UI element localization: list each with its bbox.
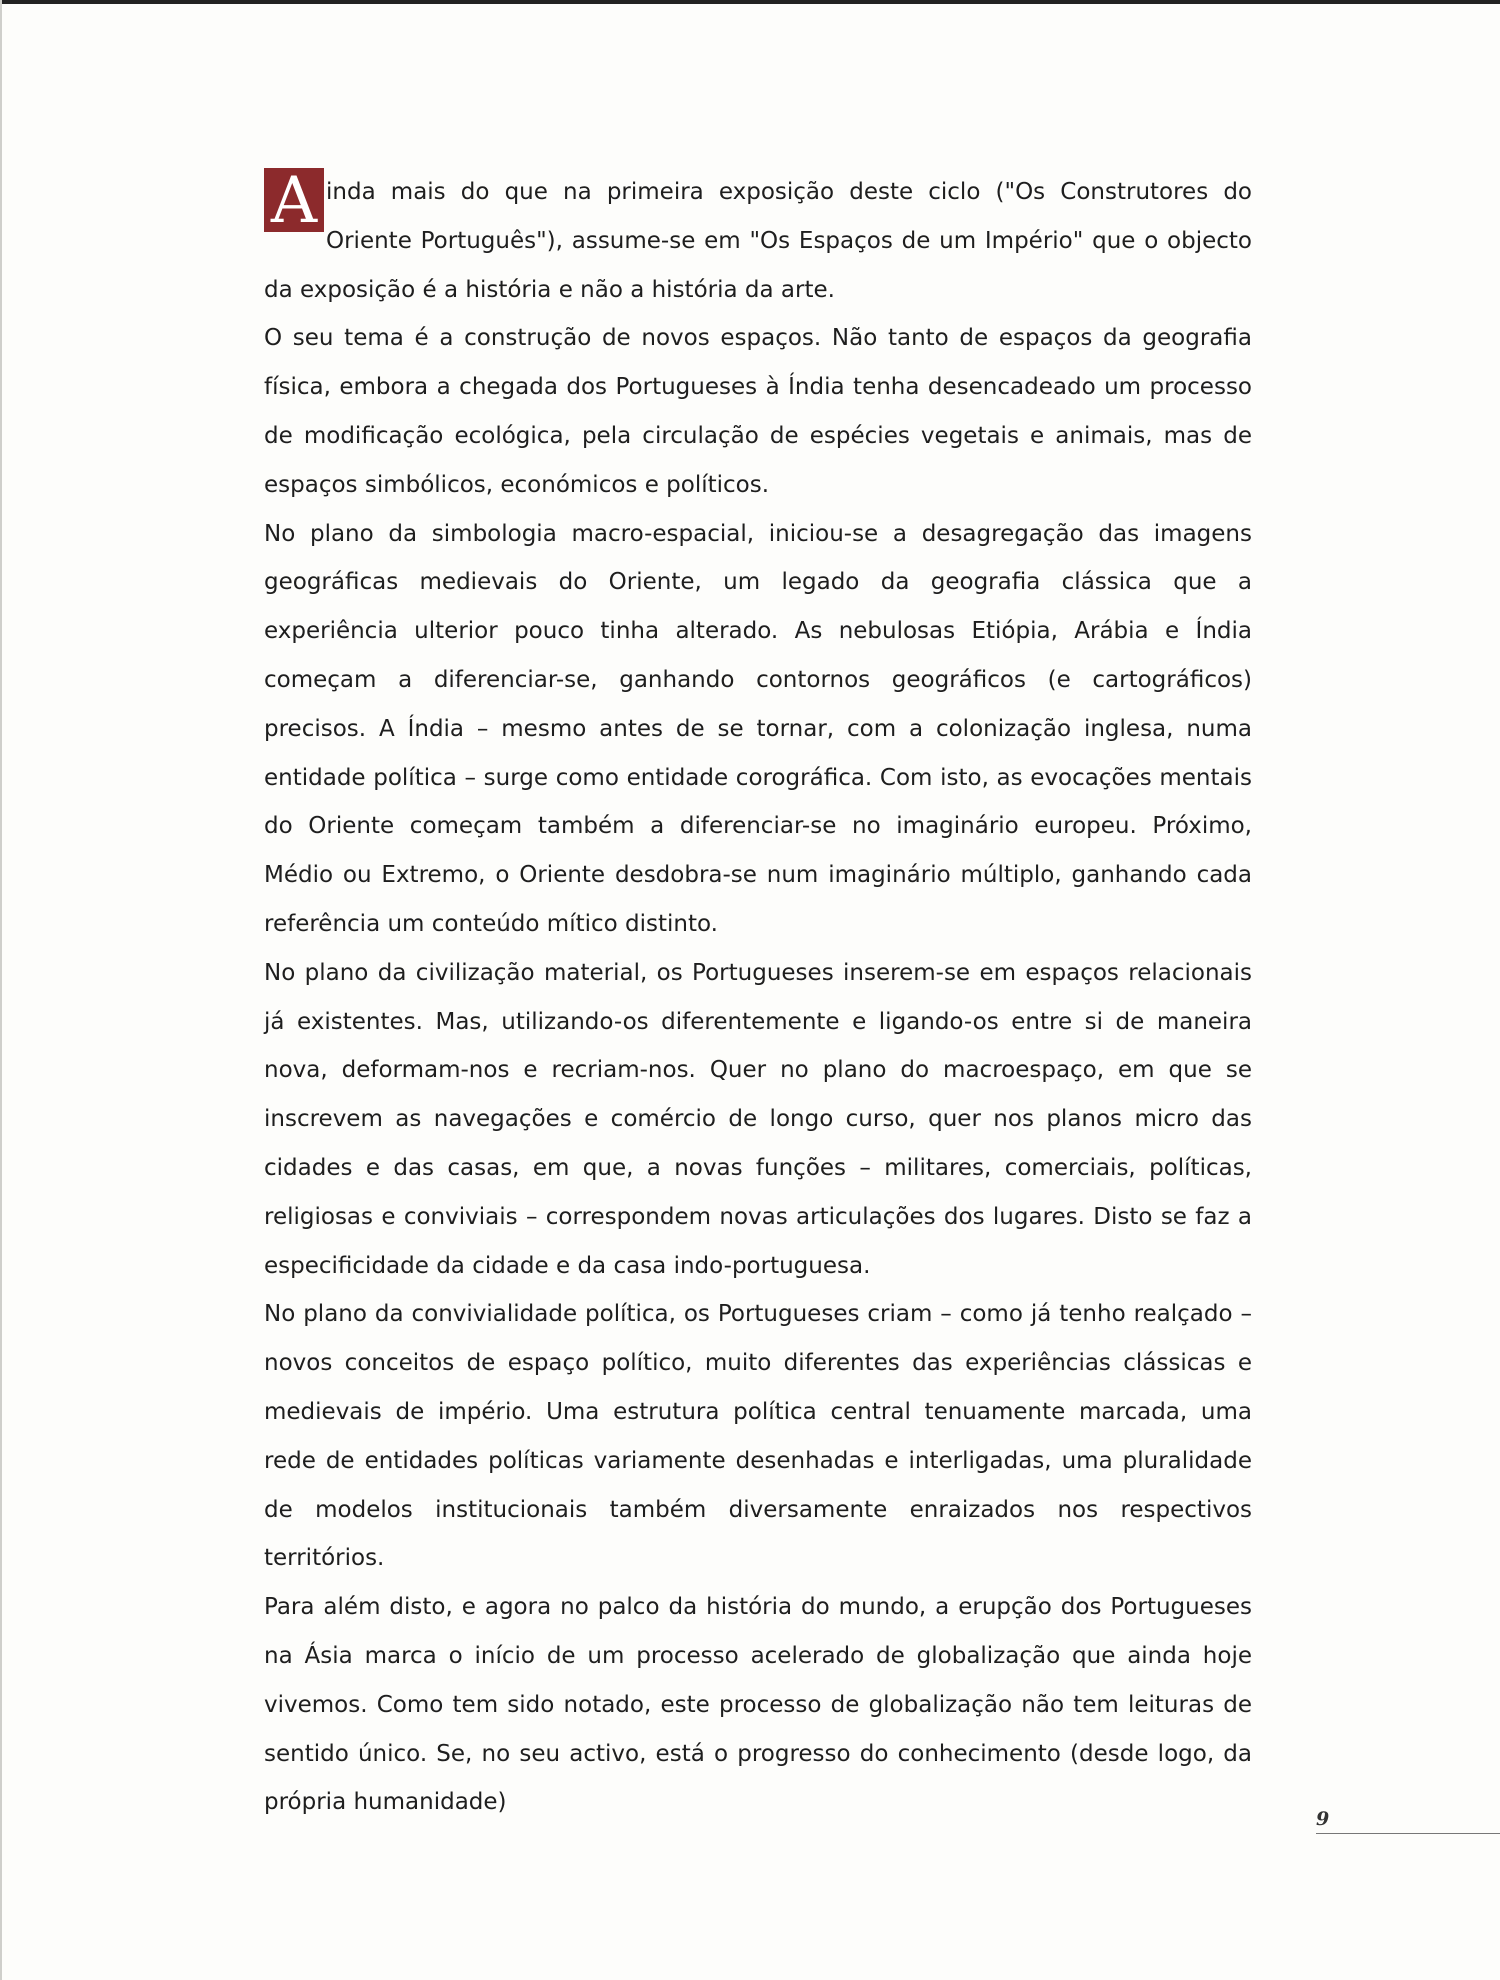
page-number: 9 [1316,1808,1330,1830]
article-body [264,164,1252,1827]
paragraph-1 [264,164,1252,314]
paragraph-6: Para além disto, e agora no palco da história do mundo, a erupção dos Portugueses na Ásia marca o início de um processo acelerado de globalização que ainda hoje vivemos. Como tem sido notado, este processo de globalização não tem leituras de sentido único. Se, no seu activo, está o progresso do conhecimento (desde logo, da própria humanidade) [264,1594,1252,1816]
paragraph-3: No plano da simbologia macro-espacial, iniciou-se a desagregação das imagens geográficas medievais do Oriente, um legado da geografia clássica que a experiência ulterior pouco tinha alterado. As nebulosas Etiópia, Arábia e Índia começam a diferenciar-se, ganhando contornos geográficos (e cartográficos) precisos. A Índia – mesmo antes de se tornar, com a colonização inglesa, numa entidade política – surge como entidade corográfica. Com isto, as evocações mentais do Oriente começam também a diferenciar-se no imaginário europeu. Próximo, Médio ou Extremo, o Oriente desdobra-se num imaginário múltiplo, ganhando cada referência um conteúdo mítico distinto. [264,520,1252,937]
paragraph-5: No plano da convivialidade política, os Portugueses criam – como já tenho realçado – novos conceitos de espaço político, muito diferentes das experiências clássicas e medievais de império. Uma estrutura política central tenuamente marcada, uma rede de entidades políticas variamente desenhadas e interligadas, uma pluralidade de modelos institucionais também diversamente enraizados nos respectivos territórios. [264,1301,1252,1572]
page-top-edge [0,0,1500,4]
footer-rule [1316,1833,1500,1834]
page-left-edge [0,0,2,1980]
paragraph-1-text: inda mais do que na primeira exposição deste ciclo ("Os Construtores do Oriente Português"), assume-se em "Os Espaços de um Império" que o objecto da exposição é a história e não a história da arte. [264,179,1252,303]
paragraph-2: O seu tema é a construção de novos espaços. Não tanto de espaços da geografia física, embora a chegada dos Portugueses à Índia tenha desencadeado um processo de modificação ecológica, pela circulação de espécies vegetais e animais, mas de espaços simbólicos, económicos e políticos. [264,325,1252,498]
drop-cap: A [264,168,324,232]
paragraph-4: No plano da civilização material, os Portugueses inserem-se em espaços relacionais já existentes. Mas, utilizando-os diferentemente e ligando-os entre si de maneira nova, deformam-nos e recriam-nos. Quer no plano do macroespaço, em que se inscrevem as navegações e comércio de longo curso, quer nos planos micro das cidades e das casas, em que, a novas funções – militares, comerciais, políticas, religiosas e conviviais – correspondem novas articulações dos lugares. Disto se faz a especificidade da cidade e da casa indo-portuguesa. [264,959,1252,1279]
